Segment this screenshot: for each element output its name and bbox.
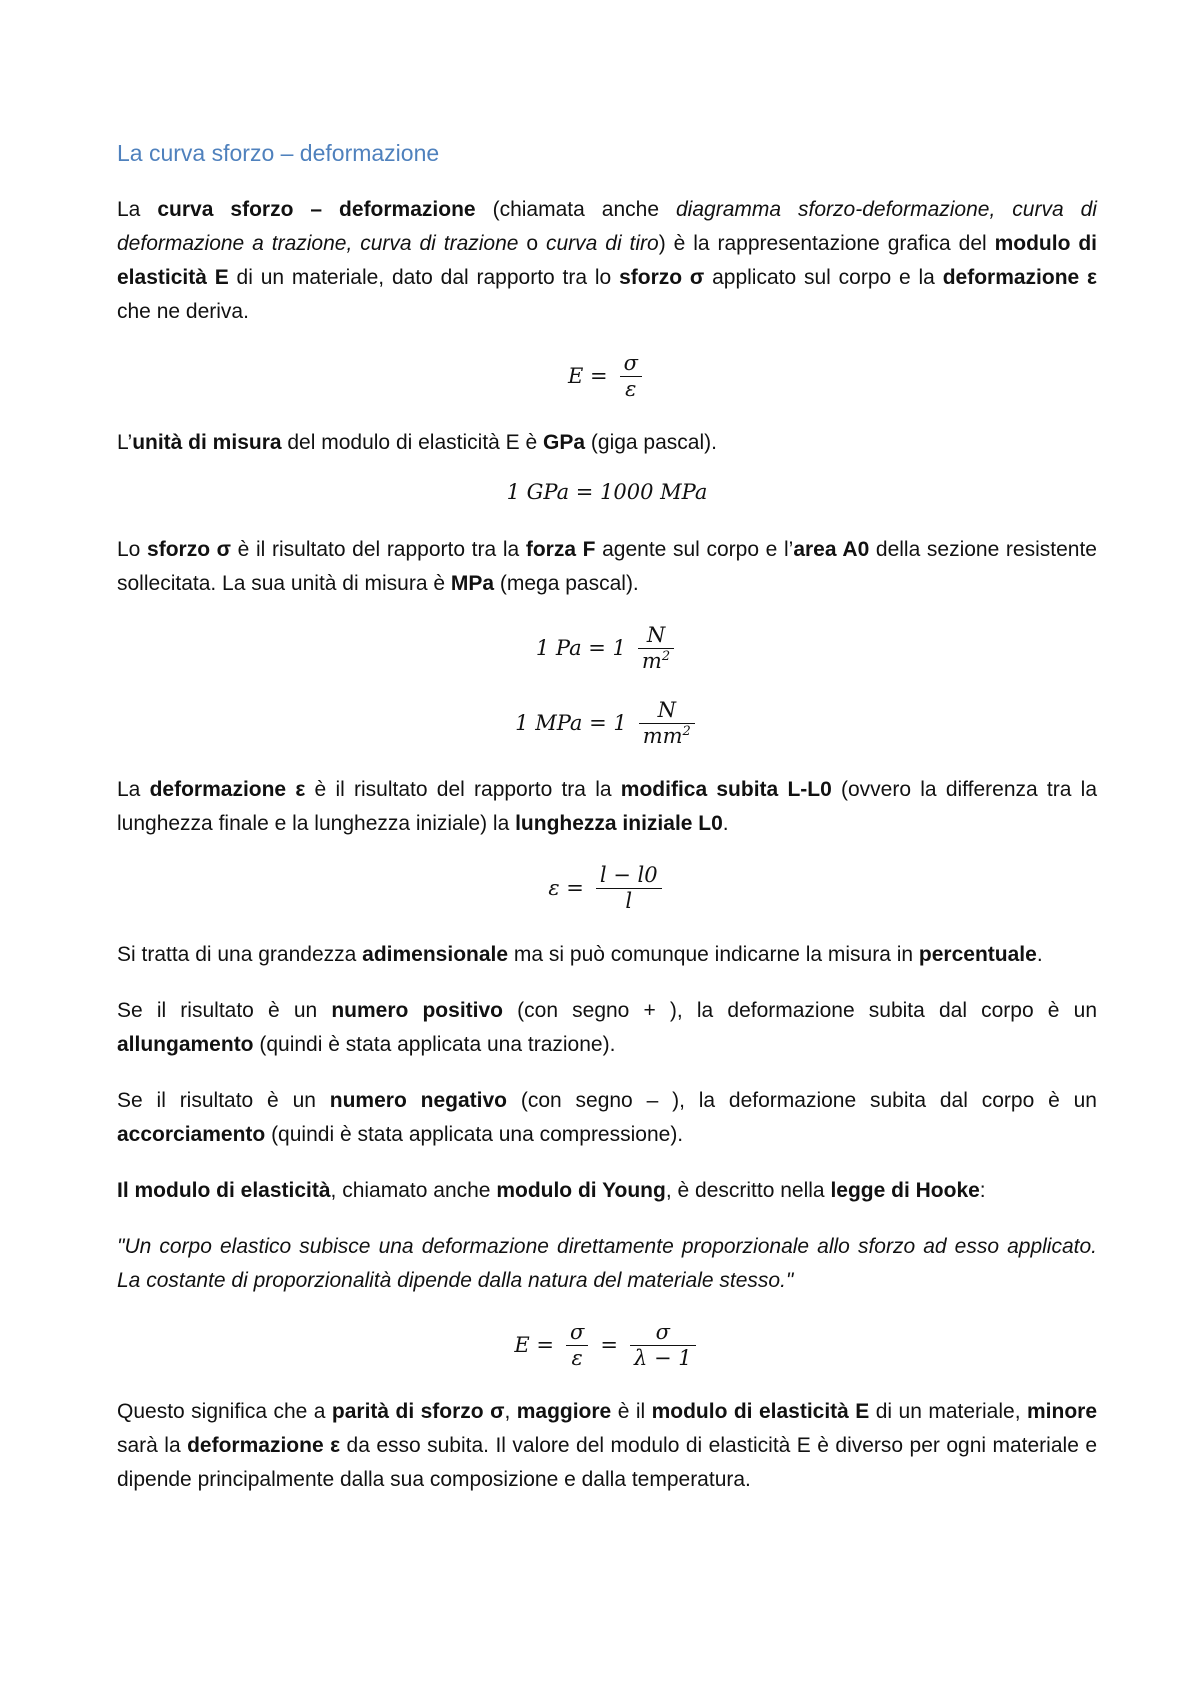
equation-pa: 1 Pa = 1 $\frac{N}{m^2}$ <box>117 623 1097 674</box>
paragraph-young: Il modulo di elasticità, chiamato anche modulo di Young, è descritto nella legge di Hooke: <box>117 1179 986 1202</box>
paragraph-negative: Se il risultato è un numero negativo (con segno – ), la deformazione subita dal corpo è un accorciamento (quindi è stata applicata una compressione). <box>117 1089 1097 1146</box>
equation-hooke: E = $\frac{\sigma}{\varepsilon}$ = $\frac{\sigma}{\lambda - 1}$ <box>117 1320 1097 1371</box>
paragraph-adimensional: Si tratta di una grandezza adimensionale ma si può comunque indicarne la misura in percentuale. <box>117 943 1043 966</box>
equation-gpa: 1 GPa = 1000 MPa <box>506 480 708 504</box>
document-page <box>117 140 1097 1519</box>
paragraph-strain: La deformazione ε è il risultato del rapporto tra la modifica subita L-L0 (ovvero la differenza tra la lunghezza finale e la lunghezza iniziale) la lunghezza iniziale L0. <box>117 778 1097 835</box>
paragraph-conclusion: Questo significa che a parità di sforzo σ, maggiore è il modulo di elasticità E di un materiale, minore sarà la deformazione ε da esso subita. Il valore del modulo di elasticità E è diverso per ogni materiale e dipende principalmente dalla sua composizione e dalla temperatura. <box>117 1400 1097 1491</box>
paragraph-unit: L’unità di misura del modulo di elasticità E è GPa (giga pascal). <box>117 431 717 454</box>
equation-modulus: E = $\frac{\sigma}{\varepsilon}$ <box>117 351 1097 402</box>
section-title: La curva sforzo – deformazione <box>117 140 440 166</box>
equation-mpa: 1 MPa = 1 $\frac{N}{mm^2}$ <box>117 698 1097 749</box>
paragraph-positive: Se il risultato è un numero positivo (con segno + ), la deformazione subita dal corpo è un allungamento (quindi è stata applicata una trazione). <box>117 999 1097 1056</box>
hooke-quote: "Un corpo elastico subisce una deformazione direttamente proporzionale allo sforzo ad esso applicato. La costante di proporzionalità dipende dalla natura del materiale stesso." <box>117 1235 1097 1292</box>
paragraph-stress: Lo sforzo σ è il risultato del rapporto tra la forza F agente sul corpo e l’area A0 della sezione resistente sollecitata. La sua unità di misura è MPa (mega pascal). <box>117 538 1097 595</box>
equation-strain: ε = $\frac{l - l0}{l}$ <box>117 863 1097 914</box>
paragraph-definition: La curva sforzo – deformazione (chiamata anche diagramma sforzo-deformazione, curva di deformazione a trazione, curva di trazione o curva di tiro) è la rappresentazione grafica del modulo di elasticità E di un materiale, dato dal rapporto tra lo sforzo σ applicato sul corpo e la deformazione ε che ne deriva. <box>117 198 1098 323</box>
